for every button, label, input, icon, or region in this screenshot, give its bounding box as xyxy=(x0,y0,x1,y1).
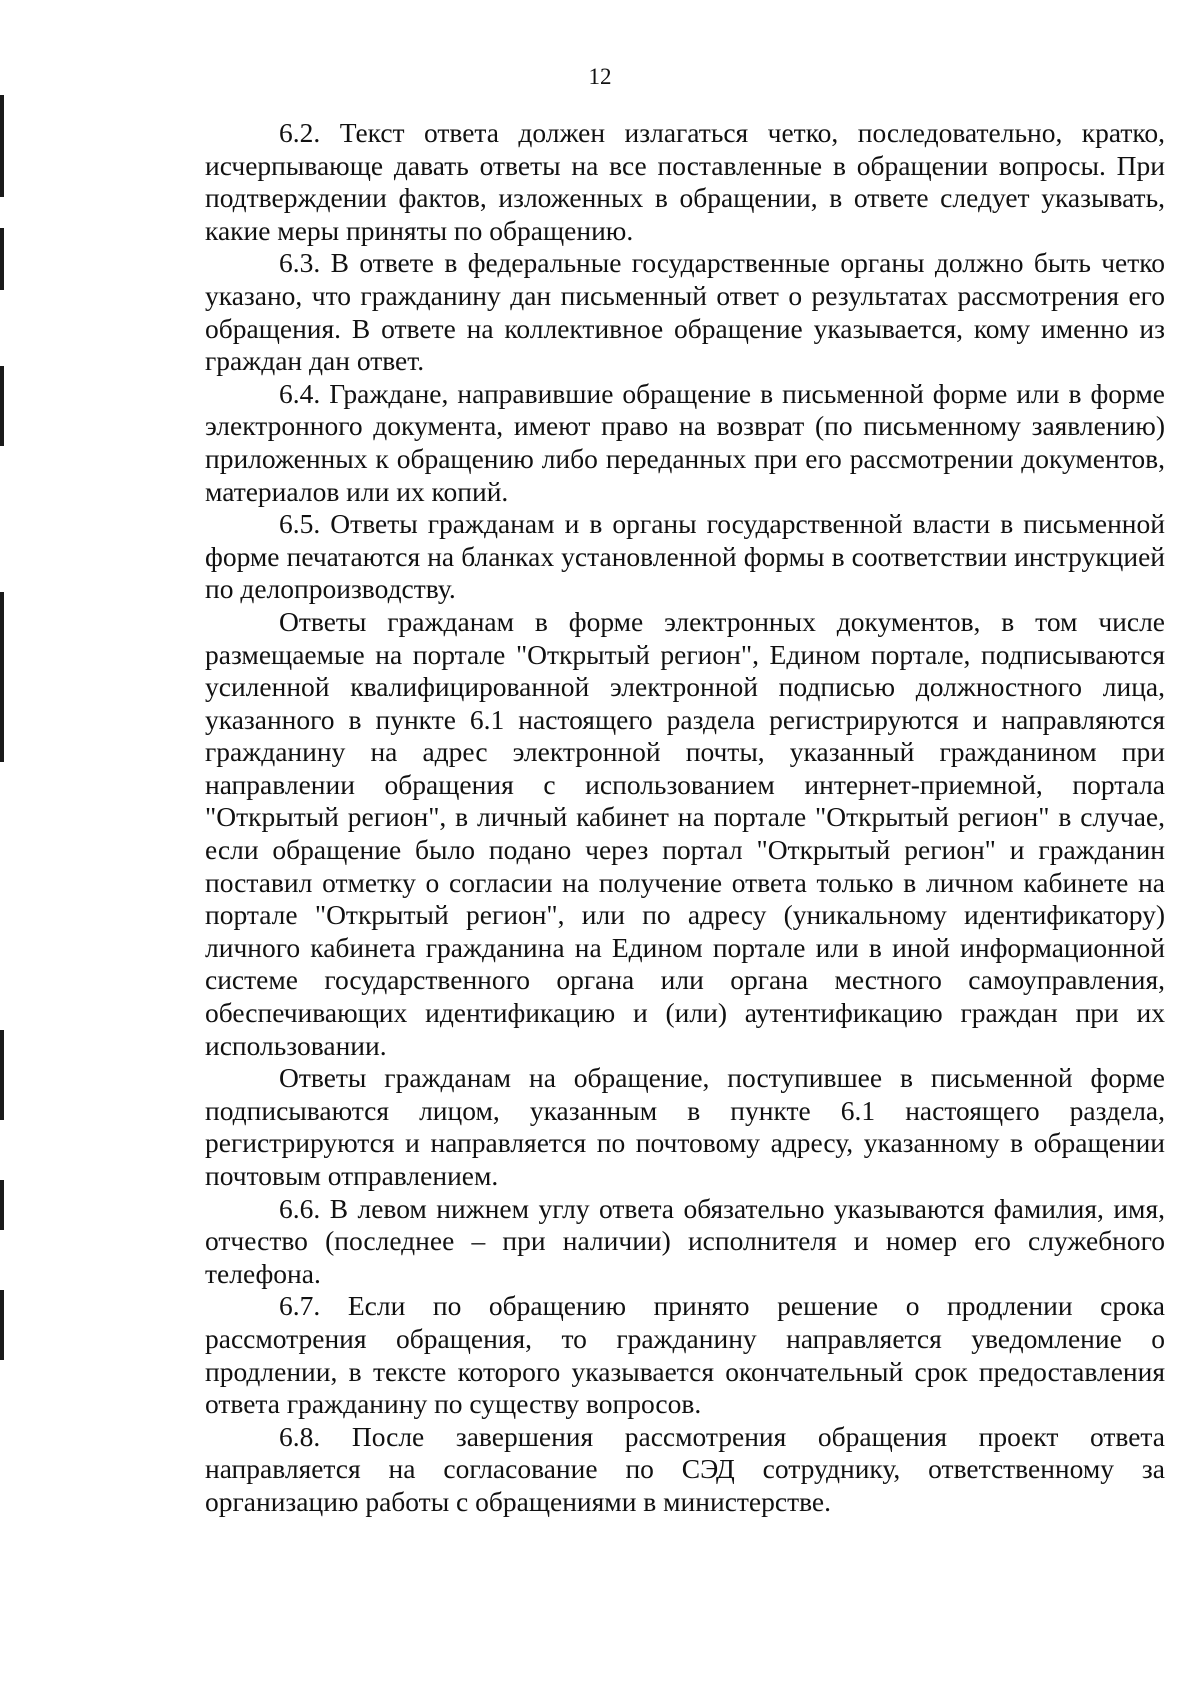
scan-edge-mark xyxy=(0,1030,4,1120)
scan-edge-mark xyxy=(0,592,4,762)
paragraph-6-8: 6.8. После завершения рассмотрения обращения проект ответа направляется на согласование по СЭД сотруднику, ответственному за организацию работы с обращениями в министерстве. xyxy=(205,1420,1165,1517)
paragraph-6-7: 6.7. Если по обращению принято решение о продлении срока рассмотрения обращения, то гражданину направляется уведомление о продлении, в тексте которого указывается окончательный срок предоставления ответа гражданину по существу вопросов. xyxy=(205,1290,1165,1420)
scan-edge-mark xyxy=(0,1290,4,1360)
document-body xyxy=(205,117,1165,1519)
paragraph-6-3: 6.3. В ответе в федеральные государственные органы должно быть четко указано, что гражданину дан письменный ответ о результатах рассмотрения его обращения. В ответе на коллективное обращение указывается, кому именно из граждан дан ответ. xyxy=(205,247,1165,377)
paragraph-6-5: 6.5. Ответы гражданам и в органы государственной власти в письменной форме печатаются на бланках установленной формы в соответствии инструкцией по делопроизводству. xyxy=(205,508,1165,605)
paragraph-6-2: 6.2. Текст ответа должен излагаться четко, последовательно, кратко, исчерпывающе давать ответы на все поставленные в обращении вопросы. При подтверждении фактов, изложенных в обращении, в ответе следует указывать, какие меры приняты по обращению. xyxy=(205,117,1165,246)
scan-edge-mark xyxy=(0,95,4,197)
page-number: 12 xyxy=(588,64,612,89)
paragraph-6-5-electronic: Ответы гражданам в форме электронных документов, в том числе размещаемые на портале "Открытый регион", Едином портале, подписываются усиленной квалифицированной электронной подписью должностного лица, указанного в пункте 6.1 настоящего раздела регистрируются и направляются гражданину на адрес электронной почты, указанный гражданином при направлении обращения с использованием интернет-приемной, портала "Открытый регион", в личный кабинет на портале "Открытый регион" в случае, если обращение было подано через портал "Открытый регион" и гражданин поставил отметку о согласии на получение ответа только в личном кабинете на портале "Открытый регион", или по адресу (уникальному идентификатору) личного кабинета гражданина на Едином портале или в иной информационной системе государственного органа или органа местного самоуправления, обеспечивающих идентификацию и (или) аутентификацию граждан при их использовании. xyxy=(205,605,1165,1061)
scan-edge-mark xyxy=(0,366,4,446)
paragraph-6-5-written: Ответы гражданам на обращение, поступившее в письменной форме подписываются лицом, указанным в пункте 6.1 настоящего раздела, регистрируются и направляется по почтовому адресу, указанному в обращении почтовым отправлением. xyxy=(205,1062,1165,1191)
scan-edge-mark xyxy=(0,228,4,290)
paragraph-6-4: 6.4. Граждане, направившие обращение в письменной форме или в форме электронного документа, имеют право на возврат (по письменному заявлению) приложенных к обращению либо переданных при его рассмотрении документов, материалов или их копий. xyxy=(205,377,1165,507)
scan-edge-mark xyxy=(0,1180,4,1230)
paragraph-6-6: 6.6. В левом нижнем углу ответа обязательно указываются фамилия, имя, отчество (последнее – при наличии) исполнителя и номер его служебного телефона. xyxy=(205,1192,1165,1289)
